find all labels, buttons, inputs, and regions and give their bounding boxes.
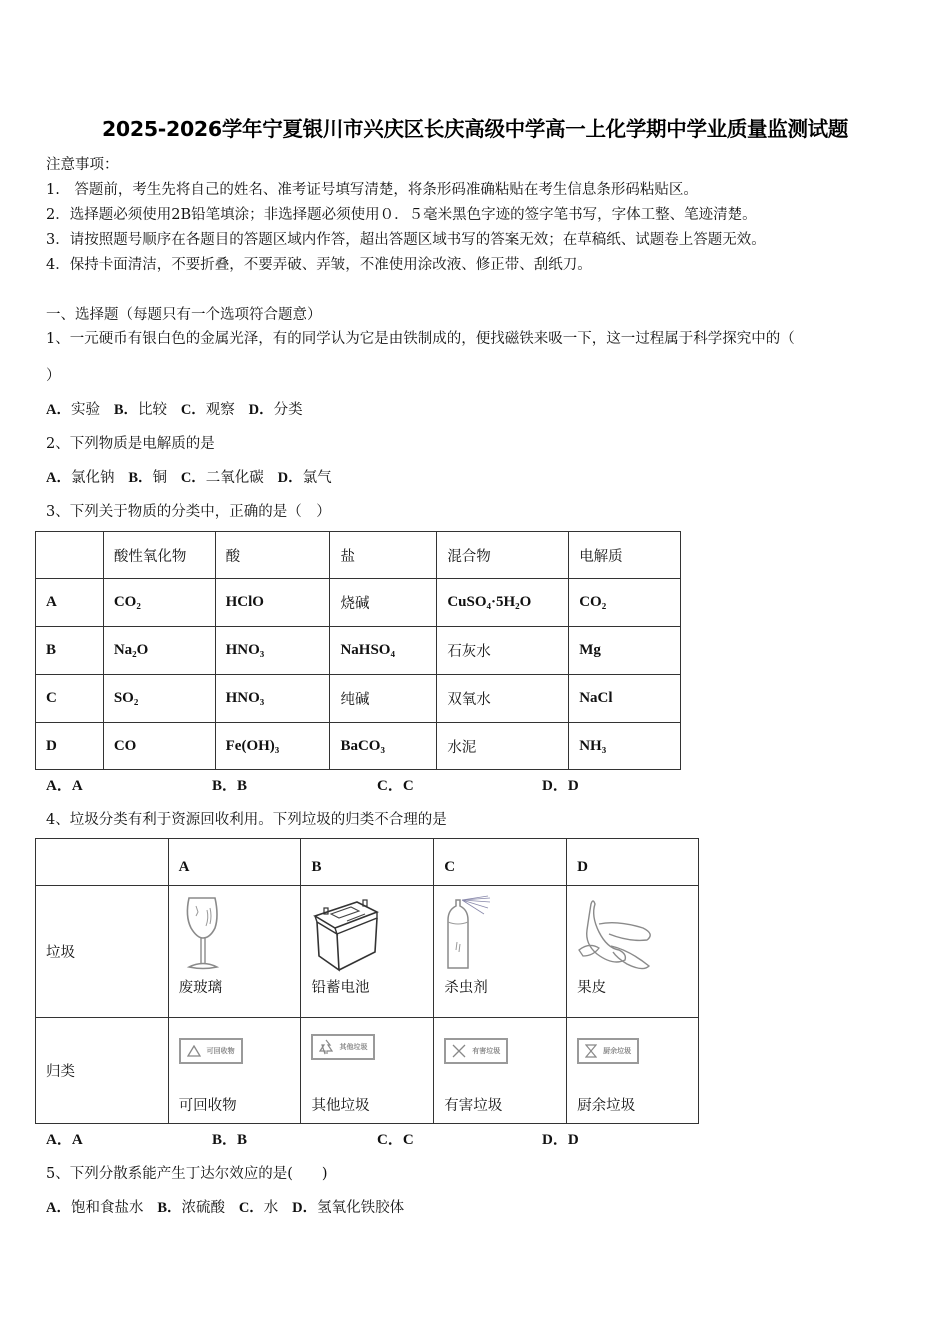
waste-sorting-table <box>35 838 699 1124</box>
header-cell: D <box>567 839 699 886</box>
table-cell: Fe(OH)₃ <box>215 723 330 770</box>
question-1-options <box>46 398 303 419</box>
table-cell: 石灰水 <box>437 627 569 675</box>
question-2-options <box>46 466 332 487</box>
table-cell: CuSO₄·5H₂O <box>437 579 569 627</box>
header-cell: 酸 <box>215 532 330 579</box>
table-cell: CO₂ <box>103 579 215 627</box>
notice-item-1: 1. 答题前，考生先将自己的姓名、准考证号填写清楚，将条形码准确粘贴在考生信息条形码粘贴区。 <box>46 182 698 198</box>
category-label: 厨余垃圾 <box>577 1098 636 1114</box>
question-4-option-d: D．D <box>542 1132 579 1148</box>
row-label: 垃圾 <box>36 886 169 1018</box>
option-b-text: 浓硫酸 <box>181 1200 225 1216</box>
category-cell-d <box>567 1018 699 1124</box>
notice-item-3: 3．请按照题号顺序在各题目的答题区域内作答，超出答题区域书写的答案无效；在草稿纸、试题卷上答题无效。 <box>46 232 766 248</box>
question-5-stem: 5、下列分散系能产生丁达尔效应的是( ) <box>46 1166 328 1182</box>
category-cell-b <box>301 1018 434 1124</box>
row-label: A <box>36 579 104 627</box>
header-cell: C <box>434 839 567 886</box>
question-1-stem-cont: ） <box>46 368 61 384</box>
option-c-key: C． <box>238 1200 264 1216</box>
table-cell: BaCO₃ <box>330 723 437 770</box>
option-a-key: A． <box>46 470 71 486</box>
category-cell-c <box>434 1018 567 1124</box>
option-b-text: 铜 <box>152 470 167 486</box>
spray-can-icon <box>444 894 504 972</box>
wine-glass-icon <box>179 894 229 972</box>
category-row <box>36 1018 699 1124</box>
option-d-text: 氯气 <box>302 470 332 486</box>
category-label: 可回收物 <box>178 1098 237 1114</box>
table-cell: 水泥 <box>437 723 569 770</box>
option-b-text: 比较 <box>137 402 167 418</box>
table-cell: CO <box>103 723 215 770</box>
recyclable-sign-icon <box>179 1038 243 1064</box>
garbage-label: 铅蓄电池 <box>311 980 370 996</box>
sign-text: 可回收物 <box>206 1047 235 1055</box>
table-cell: 烧碱 <box>330 579 437 627</box>
question-3-option-a: A．A <box>46 778 83 794</box>
question-3-option-b: B．B <box>212 778 248 794</box>
garbage-cell-a <box>168 886 301 1018</box>
question-3-option-c: C．C <box>377 778 414 794</box>
banana-peel-icon <box>577 894 657 972</box>
row-label: B <box>36 627 104 675</box>
battery-icon <box>311 894 381 972</box>
header-cell <box>36 532 104 579</box>
question-4-option-a: A．A <box>46 1132 83 1148</box>
table-cell: SO₂ <box>103 675 215 723</box>
option-a-key: A． <box>46 402 71 418</box>
garbage-cell-d <box>567 886 699 1018</box>
garbage-label: 废玻璃 <box>178 980 223 996</box>
option-d-text: 氢氧化铁胶体 <box>317 1200 405 1216</box>
category-cell-a <box>168 1018 301 1124</box>
table-cell: HClO <box>215 579 330 627</box>
notice-item-2: 2．选择题必须使用2B铅笔填涂；非选择题必须使用０．５毫米黑色字迹的签字笔书写，字体工整、笔迹清楚。 <box>46 207 757 223</box>
row-label: 归类 <box>36 1018 169 1124</box>
option-b-key: B． <box>157 1200 182 1216</box>
garbage-cell-b <box>301 886 434 1018</box>
table-row <box>36 627 681 675</box>
table-cell: Mg <box>569 627 681 675</box>
garbage-row <box>36 886 699 1018</box>
table-cell: HNO₃ <box>215 627 330 675</box>
question-3-option-d: D．D <box>542 778 579 794</box>
sign-text: 厨余垃圾 <box>603 1047 632 1055</box>
table-row <box>36 723 681 770</box>
hazardous-waste-sign-icon <box>444 1038 508 1064</box>
garbage-label: 杀虫剂 <box>444 980 488 996</box>
header-cell: B <box>301 839 434 886</box>
kitchen-waste-sign-icon <box>577 1038 639 1064</box>
question-3-stem: 3、下列关于物质的分类中，正确的是（ ） <box>46 504 331 520</box>
table-cell: NaCl <box>569 675 681 723</box>
row-label: D <box>36 723 104 770</box>
header-cell: 酸性氧化物 <box>103 532 215 579</box>
option-b-key: B． <box>113 402 138 418</box>
table-cell: 纯碱 <box>330 675 437 723</box>
question-4-option-b: B．B <box>212 1132 248 1148</box>
option-c-text: 水 <box>263 1200 279 1216</box>
notice-item-4: 4．保持卡面清洁，不要折叠，不要弄破、弄皱，不准使用涂改液、修正带、刮纸刀。 <box>46 257 592 273</box>
option-a-text: 饱和食盐水 <box>70 1200 144 1216</box>
option-a-key: A． <box>46 1200 71 1216</box>
table-cell: 双氧水 <box>437 675 569 723</box>
option-c-text: 观察 <box>205 402 235 418</box>
option-d-key: D． <box>248 402 274 418</box>
option-a-text: 氯化钠 <box>70 470 115 486</box>
table-cell: Na₂O <box>103 627 215 675</box>
category-label: 有害垃圾 <box>444 1098 503 1114</box>
option-a-text: 实验 <box>70 402 100 418</box>
question-1-stem: 1、一元硬币有银白色的金属光泽，有的同学认为它是由铁制成的，便找磁铁来吸一下，这一过程属于科学探究中的（ <box>46 331 795 347</box>
option-c-text: 二氧化碳 <box>205 470 264 486</box>
option-b-key: B． <box>128 470 153 486</box>
header-cell: 盐 <box>330 532 437 579</box>
other-waste-sign-icon <box>311 1034 375 1060</box>
header-cell: 电解质 <box>569 532 681 579</box>
table-cell: NH₃ <box>569 723 681 770</box>
question-4-stem: 4、垃圾分类有利于资源回收利用。下列垃圾的归类不合理的是 <box>46 812 447 828</box>
table-header-row <box>36 532 681 579</box>
sign-text: 其他垃圾 <box>339 1043 368 1051</box>
table-cell: CO₂ <box>569 579 681 627</box>
option-c-key: C． <box>180 402 206 418</box>
header-cell: 混合物 <box>437 532 569 579</box>
garbage-cell-c <box>434 886 567 1018</box>
header-cell <box>36 839 169 886</box>
notice-heading: 注意事项： <box>46 157 119 173</box>
table-row <box>36 579 681 627</box>
exam-title: 2025-2026学年宁夏银川市兴庆区长庆高级中学高一上化学期中学业质量监测试题 <box>101 117 849 141</box>
option-d-text: 分类 <box>273 402 303 418</box>
question-4-option-c: C．C <box>377 1132 414 1148</box>
sign-text: 有害垃圾 <box>472 1047 501 1055</box>
question-5-options <box>46 1196 404 1217</box>
option-d-key: D． <box>277 470 303 486</box>
question-2-stem: 2、下列物质是电解质的是 <box>46 436 215 452</box>
garbage-label: 果皮 <box>577 980 607 996</box>
option-c-key: C． <box>180 470 206 486</box>
category-label: 其他垃圾 <box>311 1098 370 1114</box>
header-cell: A <box>168 839 301 886</box>
table-cell: NaHSO₄ <box>330 627 437 675</box>
table-header-row <box>36 839 699 886</box>
option-d-key: D． <box>292 1200 318 1216</box>
table-row <box>36 675 681 723</box>
row-label: C <box>36 675 104 723</box>
section-heading: 一、选择题（每题只有一个选项符合题意） <box>46 307 322 323</box>
table-cell: HNO₃ <box>215 675 330 723</box>
classification-table <box>35 531 681 770</box>
